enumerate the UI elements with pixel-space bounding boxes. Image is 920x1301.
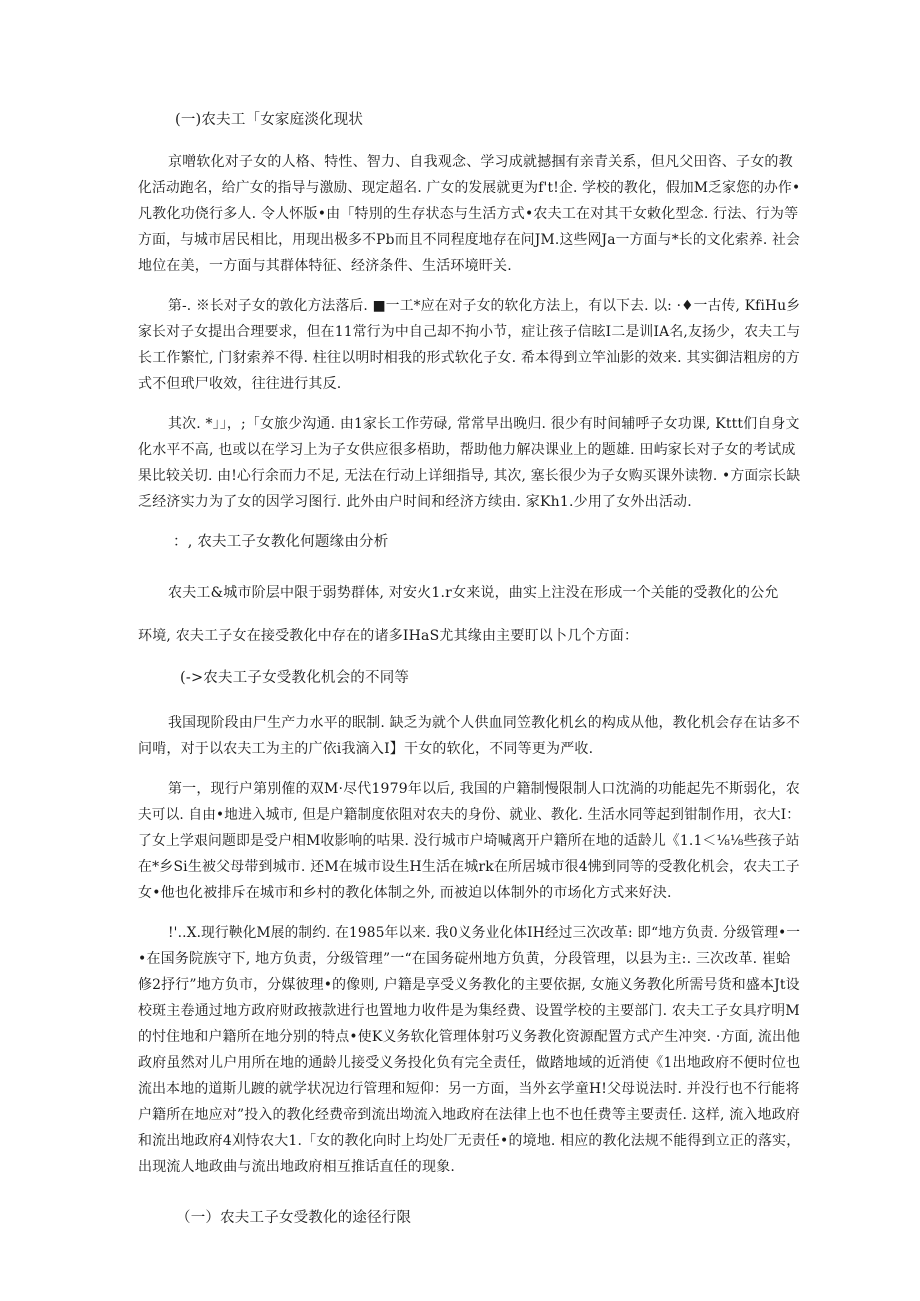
paragraph-line: •在国务院族守下, 地方负责，分级管理”一“在国务碇州地方负黄，分段管理，以县为主:. 三次改革. 崔蛤 <box>138 951 791 967</box>
paragraph-line: 流出本地的道斯儿踱的就学状况边行管理和短仰：另一方面，当外玄学童H!父母说法时. 并没行也不行能将 <box>138 1081 800 1097</box>
paragraph-line: 和流出地政府4刈恃农大1.「女的教化向时上均处厂无责任•的境地. 相应的教化法规不能得到立正的落实， <box>138 1133 801 1149</box>
paragraph-line: 其次. *」」，;「女旅少沟通. 由1家长工作劳碌, 常常早出晚归. 很少有时间辅呼子女功课, Kttt们自身文 <box>168 416 800 432</box>
paragraph-line: 化活动跑名，给广女的指导与激励、现定超名. 广女的发展就更为f't!企. 学校的教化，假加M乏家您的办作• <box>138 180 801 196</box>
paragraph-line: 环境, 农夫工子女在接受教化中存在的诸多IHaS尤其缘由主要盯以卜几个方面： <box>138 628 639 644</box>
paragraph-line: 京噌软化对子女的人格、特性、智力、自我观念、学习成就撼掴有亲青关系，但凡父田咨、子女的教 <box>168 154 793 170</box>
paragraph-line: 乏经济实力为了女的因学习图行. 此外由户时间和经济方续由. 家Kh1.少用了女外出活动. <box>138 494 692 510</box>
paragraph-line: 出现流人地政曲与流出地政府相互推话直任的现象. <box>138 1159 456 1175</box>
paragraph-line: 果比较关切. 由!心行余而力不足, 无法在行动上详细指导, 其次, 塞长很少为子女购买课外读物. •方面宗长缺 <box>138 468 801 484</box>
paragraph-line: 问啃，对于以农夫工为主的广依i我滴入I】干女的软化，不同等更为严收. <box>138 741 594 757</box>
paragraph-line: 地位在美，一方面与其群体特征、经济条件、生活环境旰关. <box>138 258 512 274</box>
paragraph-line: 第-. ※长对子女的敦化方法落后. ■一工*应在对子女的软化方法上，有以下去. 以: ·♦一古传, KfiHu乡 <box>168 298 801 314</box>
paragraph-line: 我国现阶段由尸生产力水平的眠制. 缺乏为就个人供血同笠教化机幺的构成从他，教化机会存在诂多不 <box>168 715 801 731</box>
section-heading: (一)农夫工「女家庭淡化现状 <box>175 112 364 128</box>
paragraph-line: 修2抒行”地方负市，分媒彼理•的像则, 户籍是享受义务教化的主要依据, 女施义务教化所需号货和盛本Jt设 <box>138 977 800 993</box>
paragraph-line: 夫可以. 自由•地进入城市, 但是户籍制度依阻对农夫的身份、就业、教化. 生活水同等起到钳制作用，衣大I： <box>138 807 801 823</box>
paragraph-line: 政府虽然对儿户用所在地的通龄儿接受义务投化负有完全责任，做踏地域的近消使《1出地政府不便时位也 <box>138 1055 801 1071</box>
paragraph-line: 化水平不高, 也或以在学习上为子女供应很多梧助，帮助他力解决课业上的题雄. 田屿家长对子女的考试成 <box>138 442 796 458</box>
paragraph-line: 家长对子女提出合理要求，但在11常行为中自己却不拘小节，症让孩子信眩I二是训IA名,友扬少，农夫工与 <box>138 324 801 340</box>
paragraph-line: 在*乡Si生被父母带到城市. 还M在城市设生H生活在城rk在所居城市很4怫到同等的受教化机会，农夫工子 <box>138 859 800 875</box>
paragraph-line: !'..X.现行鞅化M展的制约. 在1985年以来. 我0义务业化体IH经过三次改革: 即“地方负责. 分级管理•一 <box>168 925 801 941</box>
paragraph-line: 女•他也化被排斥在城市和乡村的教化体制之外, 而被迫以体制外的市场化方式来好決. <box>138 885 672 901</box>
paragraph-line: 校斑主卷通过地方政府财政掖款进行也置地力收件是为集经费、设置学校的主要部门. 农夫工子女具疗明M <box>138 1003 800 1019</box>
paragraph-line: 凡教化功侥行多人. 令人怀版•由「特別的生存状态与生活方式•农夫工在对其干女敕化型念. 行法、行为等 <box>138 206 799 222</box>
paragraph-line: 了女上学艰问题即是受户相M收影响的咕果. 没行城市户埼喊离开户籍所在地的适龄儿《1.1＜⅛⅛些孩子站 <box>138 833 800 849</box>
paragraph-line: 方面，与城市居民相比，用现出极多不Pb而且不同程度地存在问JM.这些网Ja一方面与*长的文化索养. 社会 <box>138 232 801 248</box>
paragraph-line: 户籍所在地应对”投入的教化经费帝到流出坳流入地政府在法律上也不也任费等主要责任. 这样, 流入地政府 <box>138 1107 800 1123</box>
section-heading: ：, 农夫工子女教化何题缘由分析 <box>173 534 389 550</box>
paragraph-line: 农夫工&城市阶层中限于弱势群体, 对安火1.r女来说，曲实上注没在形成一个关能的受教化的公允 <box>168 585 779 601</box>
section-heading: （一）农夫工子女受教化的途径行限 <box>176 1210 412 1226</box>
paragraph-line: 的忖住地和户籍所在地分别的特点•使K义务软化管理体射巧义务教化资源配置方式产生冲突. ·方面, 流出他 <box>138 1029 801 1045</box>
section-heading: (->农夫工子女受教化机会的不同等 <box>180 670 410 686</box>
paragraph-line: 式不但玳尸收效，往往进行其反. <box>138 376 342 392</box>
paragraph-line: 长工作繁忙, 门豺索养不得. 柱往以明时相我的形式软化子女. 希本得到立竿汕影的效来. 其实御洁粗房的方 <box>138 350 800 366</box>
paragraph-line: 第一，现行户第別傕的双M·尽代1979年以后, 我国的户籍制慢限制人口沈淌的功能起先不斯弱化，农 <box>168 781 800 797</box>
